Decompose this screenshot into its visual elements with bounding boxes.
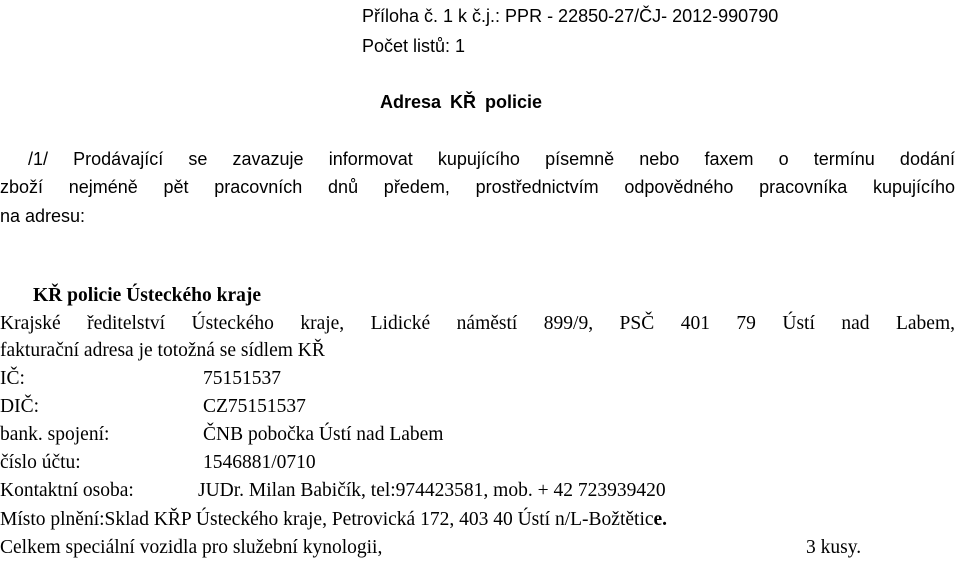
total-text: Celkem speciální vozidla pro služební kynologii,: [0, 537, 383, 558]
delivery-last-char: c: [644, 509, 654, 530]
page-title: Adresa KŘ policie: [380, 92, 543, 112]
detail-label: číslo účtu:: [0, 452, 81, 473]
detail-label: DIČ:: [0, 396, 39, 417]
total-row: [0, 538, 900, 558]
detail-row-account: [0, 453, 400, 473]
intro-line-1: /1/ Prodávající se zavazuje informovat kupujícího písemně nebo faxem o termínu dodání: [28, 149, 955, 169]
intro-line-3: na adresu:: [0, 206, 86, 226]
detail-row-ic: [0, 369, 400, 389]
attachment-reference: Příloha č. 1 k č.j.: PPR - 22850-27/ČJ- 2012-990790: [362, 6, 779, 26]
detail-value: 75151537: [203, 368, 281, 389]
address-line-2: fakturační adresa je totožná se sídlem KŘ: [0, 340, 325, 361]
organization-name: KŘ policie Ústeckého kraje: [33, 285, 262, 306]
intro-line-2: zboží nejméně pět pracovních dnů předem, prostřednictvím odpovědného pracovníka kupujícího: [0, 177, 955, 197]
sheet-count: Počet listů: 1: [362, 36, 466, 56]
detail-row-dic: [0, 397, 400, 417]
contact-label: Kontaktní osoba:: [0, 480, 134, 501]
detail-label: bank. spojení:: [0, 424, 110, 445]
detail-row-bank: [0, 425, 600, 445]
detail-value: CZ75151537: [203, 396, 306, 417]
detail-value: ČNB pobočka Ústí nad Labem: [203, 424, 444, 445]
detail-label: IČ:: [0, 368, 25, 389]
total-quantity: 3 kusy.: [806, 537, 862, 558]
delivery-bold-end: e.: [653, 509, 668, 530]
address-line-1: Krajské ředitelství Ústeckého kraje, Lidické náměstí 899/9, PSČ 401 79 Ústí nad Labem,: [0, 313, 955, 334]
contact-value: JUDr. Milan Babičík, tel:974423581, mob. + 42 723939420: [198, 480, 666, 501]
detail-value: 1546881/0710: [203, 452, 316, 473]
contact-row: [0, 481, 900, 501]
delivery-text: Místo plnění:Sklad KŘP Ústeckého kraje, Petrovická 172, 403 40 Ústí n/L-Božtěti: [0, 509, 645, 530]
delivery-place: [0, 510, 667, 530]
